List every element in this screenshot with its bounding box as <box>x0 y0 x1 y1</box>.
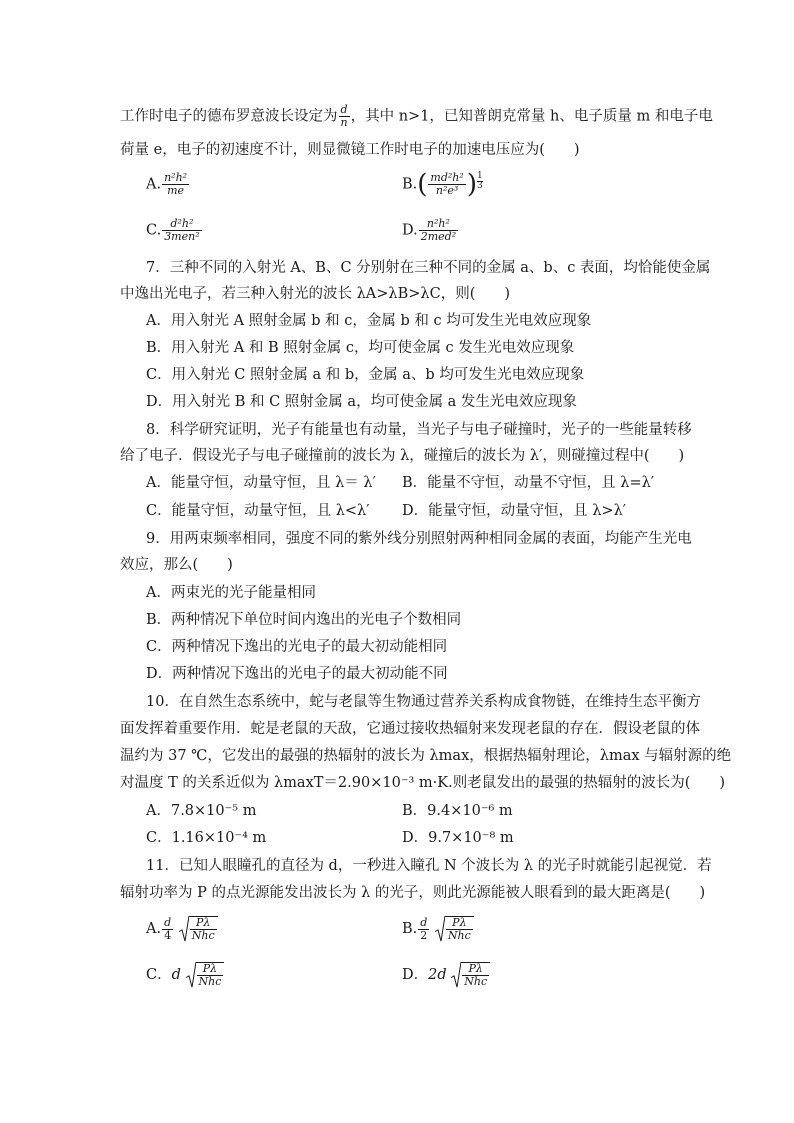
q11-option-b: B. $\frac{d}{2}$ $\frac{P\lambda}{\text{Nhc}}$ <box>402 916 474 942</box>
q11-option-a: A. $\frac{d}{4}$ $\frac{P\lambda}{\text{Nhc}}$ <box>146 916 218 942</box>
q9-stem-line-2: 效应，那么( ) <box>120 557 233 573</box>
q6-option-d: D. $\frac{\text{n²h²}}{\text{2med²}}$ <box>402 217 457 243</box>
q6-option-b-exponent: $\frac{1}{3}$ <box>476 171 483 191</box>
q8-option-a: A．能量守恒，动量守恒，且 λ＝ λ′ <box>146 475 376 491</box>
q6-stem-line-2: 荷量 e，电子的初速度不计，则显微镜工作时电子的加速电压应为( ) <box>120 142 580 158</box>
q7-option-c: C．用入射光 C 照射金属 a 和 b，金属 a、b 均可发生光电效应现象 <box>146 367 585 383</box>
q10-stem-line-3: 温约为 37 ℃，它发出的最强的热辐射的波长为 λmax，根据热辐射理论，λmax 与辐射源的绝 <box>120 748 732 764</box>
q6-option-b: B.( $\frac{\text{md²h²}}{\text{n²e³}}$ ) $\frac{1}{3}$ <box>402 169 483 200</box>
q7-stem-line-2: 中逸出光电子，若三种入射光的波长 λA>λB>λC，则( ) <box>120 286 511 302</box>
q7-option-b: B．用入射光 A 和 B 照射金属 c，均可使金属 c 发生光电效应现象 <box>146 340 575 356</box>
q10-option-d: D．9.7×10⁻⁸ m <box>402 830 514 846</box>
q8-option-d: D．能量守恒，动量守恒，且 λ>λ′ <box>402 503 627 519</box>
q11-stem-line-1: 11．已知人眼瞳孔的直径为 d，一秒进入瞳孔 N 个波长为 λ 的光子时就能引起视觉．若 <box>146 858 712 874</box>
q11-option-c: C．d $\frac{P\lambda}{\text{Nhc}}$ <box>146 962 224 988</box>
q6-fraction-d-over-n: $\frac{d}{n}$ <box>340 103 348 129</box>
q10-option-a: A．7.8×10⁻⁵ m <box>146 803 257 819</box>
q7-option-a: A．用入射光 A 照射金属 b 和 c，金属 b 和 c 均可发生光电效应现象 <box>146 313 592 329</box>
q9-option-c: C．两种情况下逸出的光电子的最大初动能相同 <box>146 639 448 655</box>
q11-option-a-radical: $\frac{P\lambda}{\text{Nhc}}$ <box>179 916 218 942</box>
q7-stem-line-1: 7．三种不同的入射光 A、B、C 分别射在三种不同的金属 a、b、c 表面，均恰能使金属 <box>146 260 711 276</box>
q11-option-d: D．2d $\frac{P\lambda}{\text{Nhc}}$ <box>402 962 490 988</box>
q11-option-b-radical: $\frac{P\lambda}{\text{Nhc}}$ <box>435 916 474 942</box>
q8-option-c: C．能量守恒，动量守恒，且 λ<λ′ <box>146 503 370 519</box>
q10-stem-line-2: 面发挥着重要作用．蛇是老鼠的天敌，它通过接收热辐射来发现老鼠的存在．假设老鼠的体 <box>120 721 700 737</box>
q6-stem-post: ，其中 n>1，已知普朗克常量 h、电子质量 m 和电子电 <box>350 108 713 125</box>
q9-stem-line-1: 9．用两束频率相同，强度不同的紫外线分别照射两种相同金属的表面，均能产生光电 <box>146 531 692 547</box>
q10-stem-line-4: 对温度 T 的关系近似为 λmaxT＝2.90×10⁻³ m·K.则老鼠发出的最强的热辐射的波长为( ) <box>120 775 726 791</box>
q6-stem-line-1 <box>120 104 713 129</box>
q6-option-c: C. $\frac{\text{d²h²}}{\text{3men²}}$ <box>146 217 200 243</box>
q11-option-c-radical: $\frac{P\lambda}{\text{Nhc}}$ <box>186 962 225 988</box>
q8-option-b: B．能量不守恒，动量不守恒，且 λ=λ′ <box>402 475 655 491</box>
q9-option-a: A．两束光的光子能量相同 <box>146 585 316 601</box>
q10-option-c: C．1.16×10⁻⁴ m <box>146 830 267 846</box>
q8-stem-line-2: 给了电子．假设光子与电子碰撞前的波长为 λ，碰撞后的波长为 λ′，则碰撞过程中( ) <box>120 448 685 464</box>
sqrt-icon <box>186 962 196 988</box>
q8-stem-line-1: 8．科学研究证明，光子有能量也有动量，当光子与电子碰撞时，光子的一些能量转移 <box>146 422 692 438</box>
q11-option-d-radical: $\frac{P\lambda}{\text{Nhc}}$ <box>451 962 490 988</box>
sqrt-icon <box>451 962 461 988</box>
q6-option-a: A. $\frac{\text{n²h²}}{me}$ <box>146 171 188 197</box>
q6-stem-pre: 工作时电子的德布罗意波长设定为 <box>120 108 338 125</box>
sqrt-icon <box>179 916 189 942</box>
q9-option-b: B．两种情况下单位时间内逸出的光电子个数相同 <box>146 612 462 628</box>
q7-option-d: D．用入射光 B 和 C 照射金属 a，均可使金属 a 发生光电效应现象 <box>146 394 577 410</box>
q10-option-b: B．9.4×10⁻⁶ m <box>402 803 513 819</box>
sqrt-icon <box>435 916 445 942</box>
q9-option-d: D．两种情况下逸出的光电子的最大初动能不同 <box>146 666 448 682</box>
q11-stem-line-2: 辐射功率为 P 的点光源能发出波长为 λ 的光子，则此光源能被人眼看到的最大距离是( ) <box>120 885 706 901</box>
q10-stem-line-1: 10．在自然生态系统中，蛇与老鼠等生物通过营养关系构成食物链，在维持生态平衡方 <box>146 694 701 710</box>
